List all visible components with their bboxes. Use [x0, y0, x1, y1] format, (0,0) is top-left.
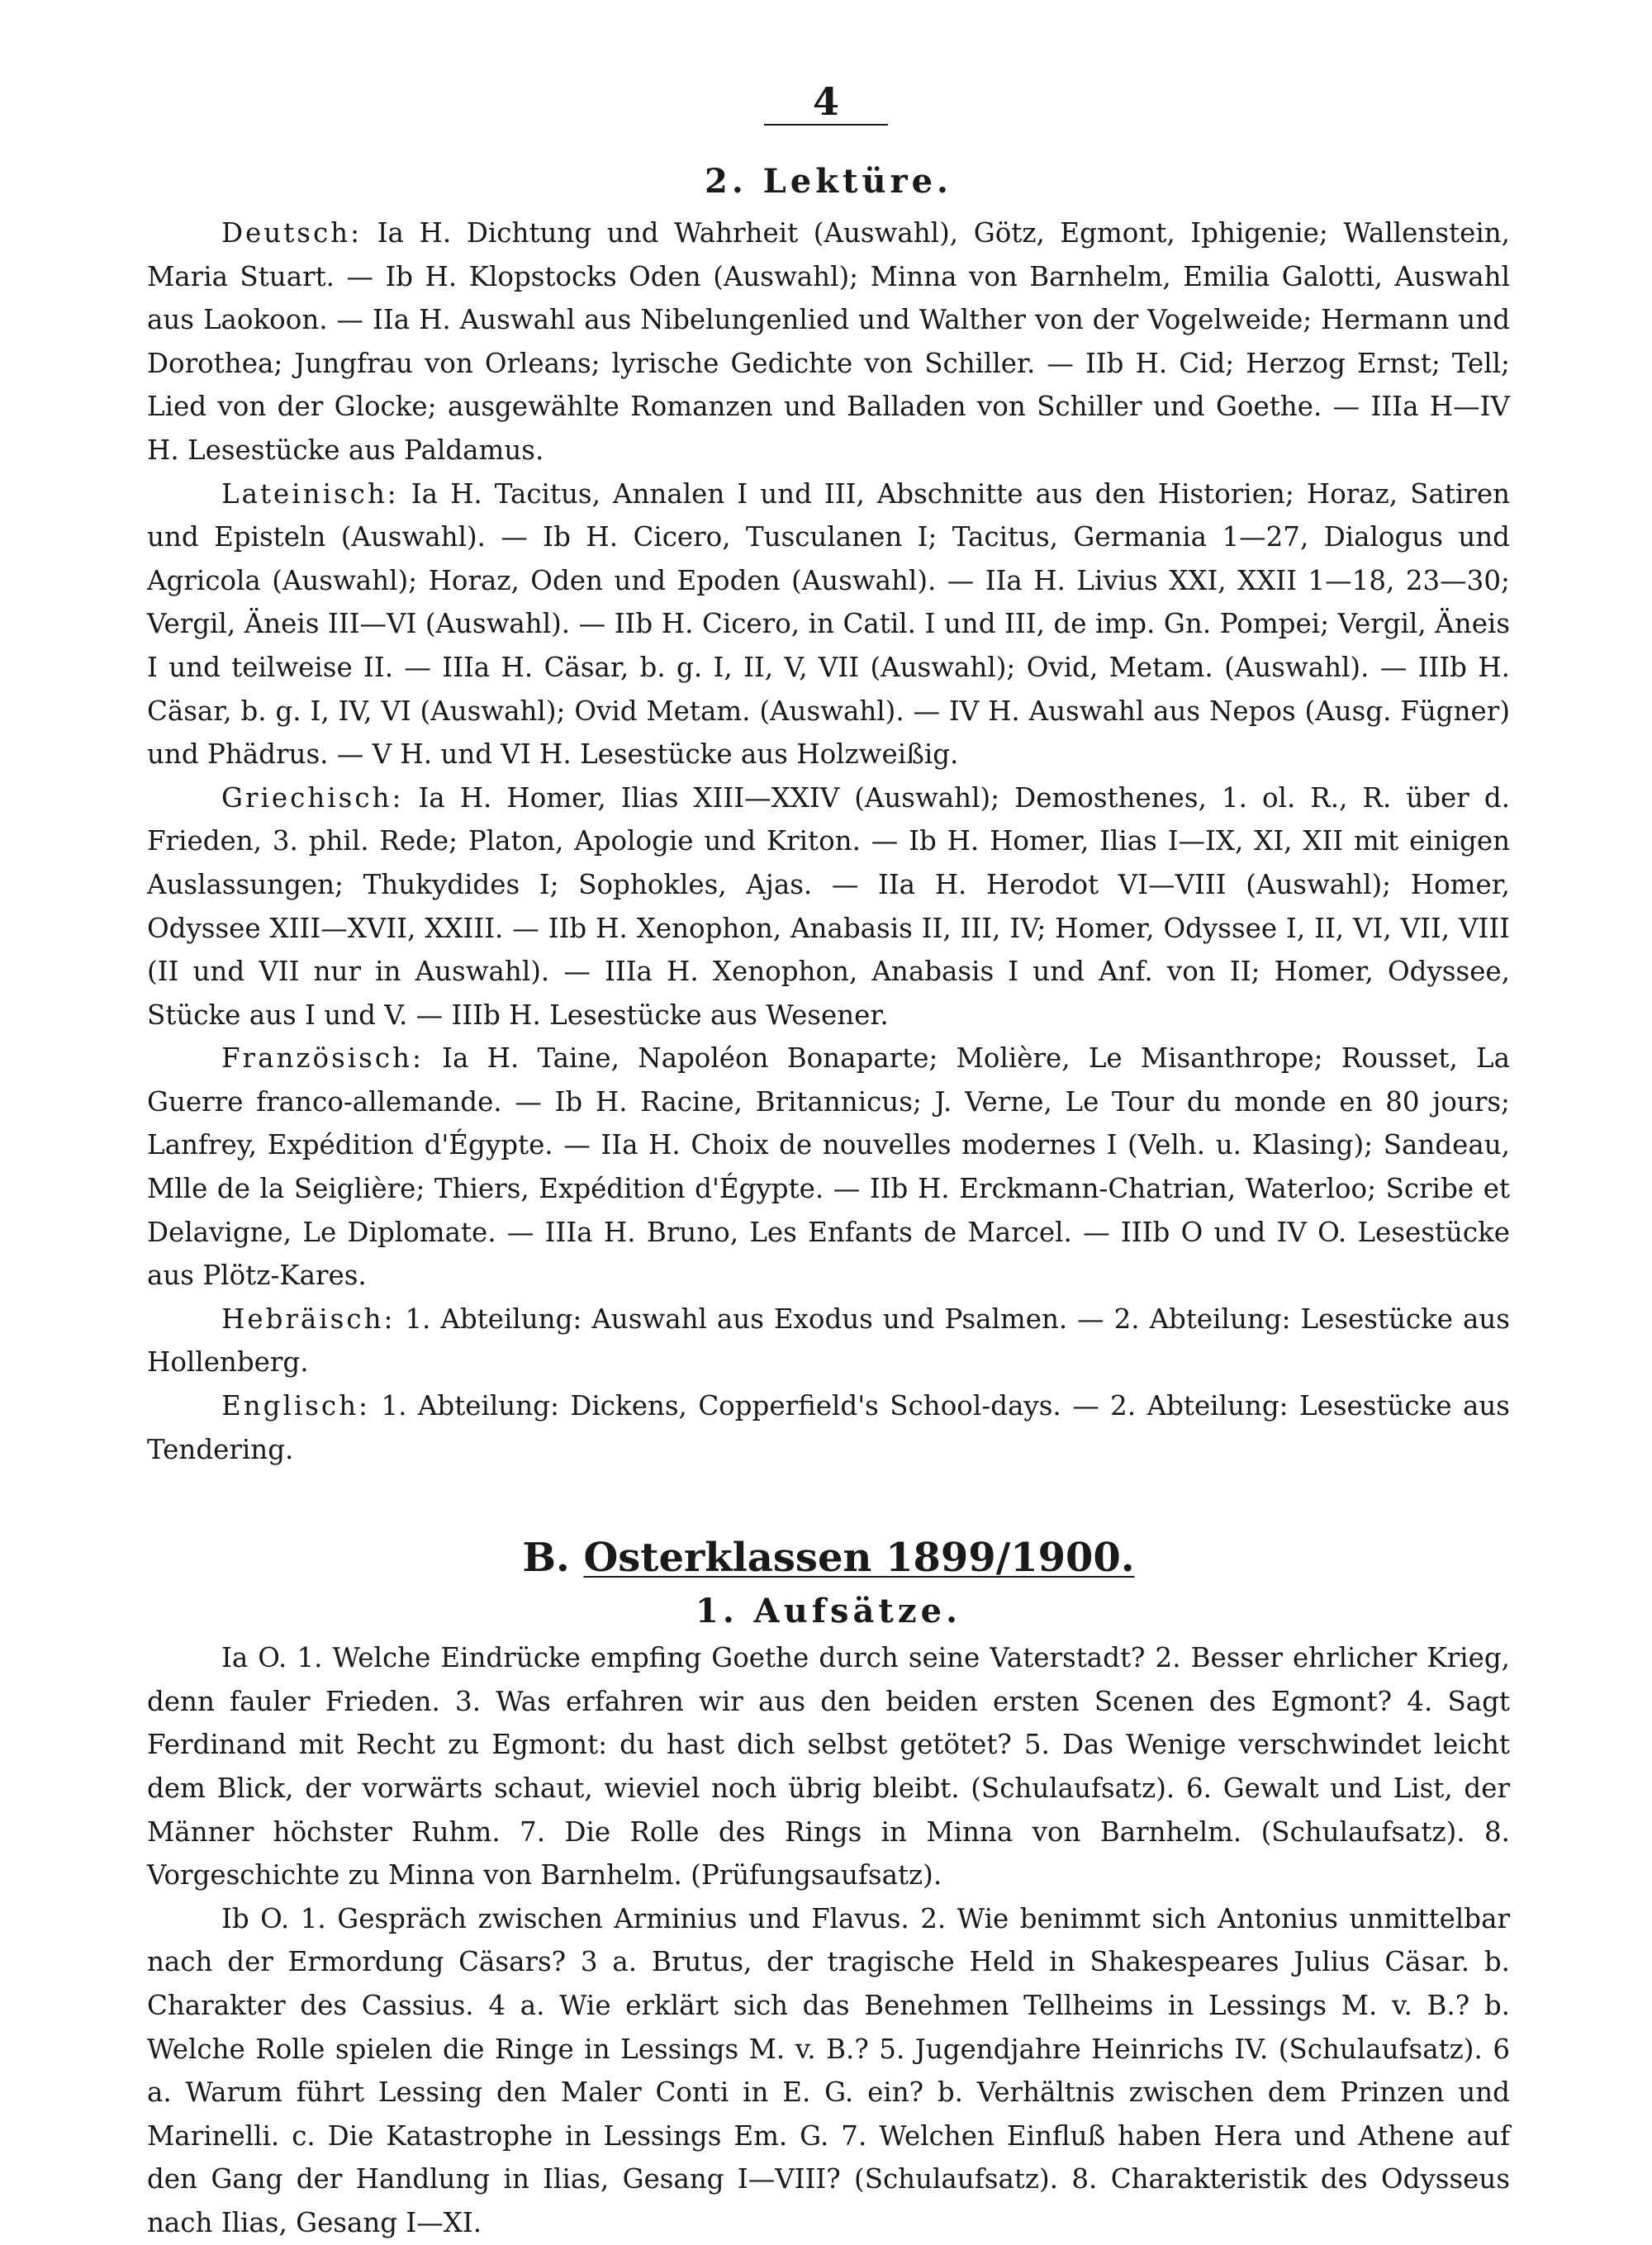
subject-text: Ia H. Homer, Ilias XIII—XXIV (Auswahl); Demosthenes, 1. ol. R., R. über d. Frieden, 3. phil. Rede; Platon, Apologie und Kriton. — Ib H. Homer, Ilias I—IX, XI, XII mit einigen Auslassungen; Thukydides I; Sophokles, Ajas. — IIa H. Herodot VI—VIII (Auswahl); Homer, Odyssee XIII—XVII, XXIII. — IIb H. Xenophon, Anabasis II, III, IV; Homer, Odyssee I, II, VI, VII, VIII (II und VII nur in Auswahl). — IIIa H. Xenophon, Anabasis I und Anf. von II; Homer, Odyssee, Stücke aus I und V. — IIIb H. Lesestücke aus Wesener. [147, 781, 1510, 1031]
subject-text: 1. Abteilung: Dickens, Copperfield's School-days. — 2. Abteilung: Lesestücke aus Tendering. [147, 1390, 1510, 1465]
lekture-heading: 2. Lektüre. [705, 162, 952, 201]
subject-label: Englisch: [221, 1390, 371, 1422]
class-label: Ia O. [221, 1642, 287, 1674]
subject-text: 1. Abteilung: Auswahl aus Exodus und Psalmen. — 2. Abteilung: Lesestücke aus Hollenberg. [147, 1303, 1510, 1379]
subject-text: Ia H. Taine, Napoléon Bonaparte; Molière, Le Misanthrope; Rousset, La Guerre franco-allemande. — Ib H. Racine, Britannicus; J. Verne, Le Tour du monde en 80 jours; Lanfrey, Expédition d'Égypte. — IIa H. Choix de nouvelles modernes I (Velh. u. Klasing); Sandeau, Mlle de la Seiglière; Thiers, Expédition d'Égypte. — IIb H. Erckmann-Chatrian, Waterloo; Scribe et Delavigne, Le Diplomate. — IIIa H. Bruno, Les Enfants de Marcel. — IIIb O und IV O. Lesestücke aus Plötz-Kares. [147, 1042, 1510, 1292]
page-number: 4 [812, 79, 839, 124]
lekture-hebraeisch [147, 1298, 1510, 1384]
subject-text: Ia H. Dichtung und Wahrheit (Auswahl), Götz, Egmont, Iphigenie; Wallenstein, Maria Stuart. — Ib H. Klopstocks Oden (Auswahl); Minna von Barnhelm, Emilia Galotti, Auswahl aus Laokoon. — IIa H. Auswahl aus Nibelungenlied und Walther von der Vogelweide; Hermann und Dorothea; Jungfrau von Orleans; lyrische Gedichte von Schiller. — IIb H. Cid; Herzog Ernst; Tell; Lied von der Glocke; ausgewählte Romanzen und Balladen von Schiller und Goethe. — IIIa H—IV H. Lesestücke aus Paldamus. [147, 217, 1510, 466]
section-b-prefix: B. [522, 1535, 570, 1582]
subject-label: Lateinisch: [221, 477, 399, 510]
aufsaetze-heading: 1. Aufsätze. [695, 1592, 961, 1631]
subject-label: Griechisch: [221, 781, 404, 814]
lekture-griechisch [147, 776, 1510, 1037]
lekture-englisch [147, 1384, 1510, 1471]
aufsaetze-ia [147, 1636, 1510, 1897]
subject-label: Deutsch: [221, 217, 363, 249]
section-b-title: Osterklassen 1899/1900. [583, 1535, 1135, 1582]
subject-text: Ia H. Tacitus, Annalen I und III, Abschnitte aus den Historien; Horaz, Satiren und Episteln (Auswahl). — Ib H. Cicero, Tusculanen I; Tacitus, Germania 1—27, Dialogus und Agricola (Auswahl); Horaz, Oden und Epoden (Auswahl). — IIa H. Livius XXI, XXII 1—18, 23—30; Vergil, Äneis III—VI (Auswahl). — IIb H. Cicero, in Catil. I und III, de imp. Gn. Pompei; Vergil, Äneis I und teilweise II. — IIIa H. Cäsar, b. g. I, II, V, VII (Auswahl); Ovid, Metam. (Auswahl). — IIIb H. Cäsar, b. g. I, IV, VI (Auswahl); Ovid Metam. (Auswahl). — IV H. Auswahl aus Nepos (Ausg. Fügner) und Phädrus. — V H. und VI H. Lesestücke aus Holzweißig. [147, 477, 1510, 771]
section-b-heading [147, 1529, 1510, 1587]
subject-label: Hebräisch: [221, 1303, 396, 1335]
class-topics: 1. Gespräch zwischen Arminius und Flavus. 2. Wie benimmt sich Antonius unmittelbar nach der Ermordung Cäsars? 3 a. Brutus, der tragische Held in Shakespeares Julius Cäsar. b. Charakter des Cassius. 4 a. Wie erklärt sich das Benehmen Tellheims in Lessings M. v. B.? b. Welche Rolle spielen die Ringe in Lessings M. v. B.? 5. Jugendjahre Heinrichs IV. (Schulaufsatz). 6 a. Warum führt Lessing den Maler Conti in E. G. ein? b. Verhältnis zwischen dem Prinzen und Marinelli. c. Die Katastrophe in Lessings Em. G. 7. Welchen Einfluß haben Hera und Athene auf den Gang der Handlung in Ilias, Gesang I—VIII? (Schulaufsatz). 8. Charakteristik des Odysseus nach Ilias, Gesang I—XI. [147, 1902, 1510, 2238]
subject-label: Französisch: [221, 1042, 424, 1075]
section-gap [147, 1471, 1510, 1529]
page-content [147, 157, 1510, 2245]
lekture-franzoesisch [147, 1037, 1510, 1298]
lekture-lateinisch [147, 472, 1510, 776]
class-label: Ib O. [221, 1902, 290, 1934]
lekture-deutsch [147, 211, 1510, 472]
page-number-rule [764, 124, 888, 126]
class-topics: 1. Welche Eindrücke empfing Goethe durch seine Vaterstadt? 2. Besser ehrlicher Krieg, denn fauler Frieden. 3. Was erfahren wir aus den beiden ersten Scenen des Egmont? 4. Sagt Ferdinand mit Recht zu Egmont: du hast dich selbst getötet? 5. Das Wenige verschwindet leicht dem Blick, der vorwärts schaut, wieviel noch übrig bleibt. (Schulaufsatz). 6. Gewalt und List, der Männer höchster Ruhm. 7. Die Rolle des Rings in Minna von Barnhelm. (Schulaufsatz). 8. Vorgeschichte zu Minna von Barnhelm. (Prüfungsaufsatz). [147, 1642, 1511, 1891]
aufsaetze-ib [147, 1897, 1510, 2245]
